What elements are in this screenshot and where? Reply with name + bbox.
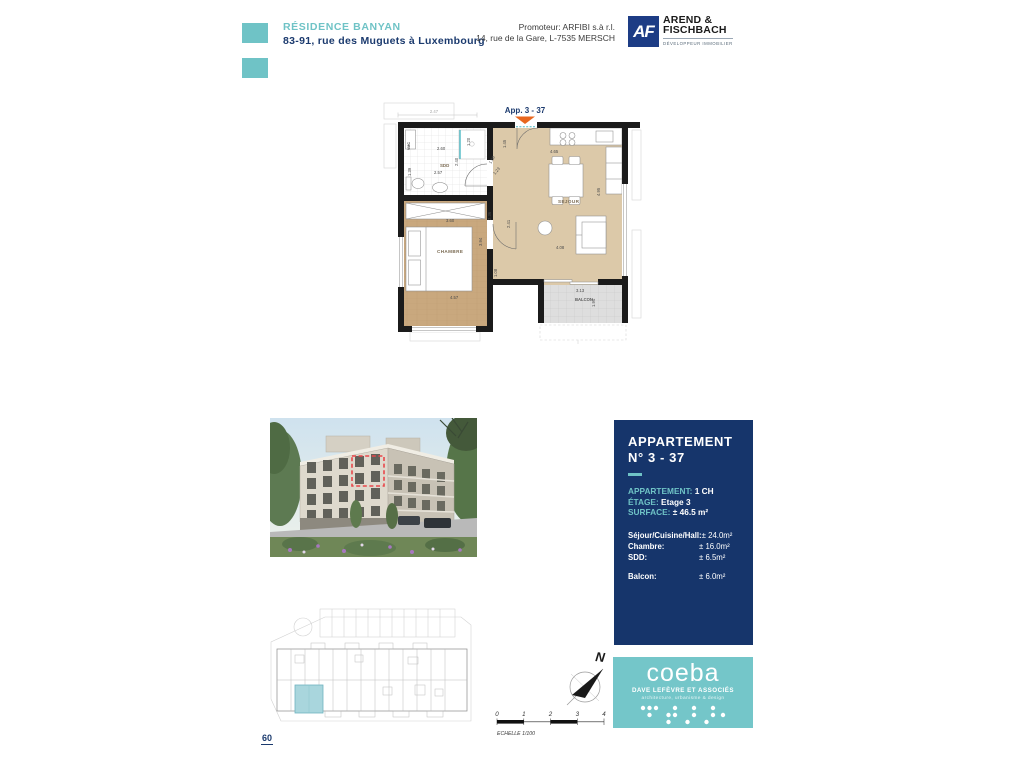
developer-tagline: DÉVELOPPEUR IMMOBILIER	[663, 38, 733, 46]
svg-text:2: 2	[548, 711, 553, 718]
room-label-balcon: BALCON	[575, 297, 593, 302]
svg-text:4.95: 4.95	[596, 187, 601, 196]
field-floor: ÉTAGE: Etage 3	[628, 496, 691, 507]
project-name: RÉSIDENCE BANYAN	[283, 21, 401, 33]
area-row-balcon: Balcon: ± 6.0m²	[628, 571, 726, 581]
header-teal-square-top	[242, 23, 268, 43]
svg-text:1: 1	[522, 711, 526, 718]
scale-bar-drawing	[493, 708, 611, 740]
svg-text:1.94: 1.94	[591, 298, 596, 307]
apartment-info-panel	[614, 420, 753, 645]
svg-text:3: 3	[575, 711, 580, 718]
developer-name-line2: FISCHBACH	[663, 23, 727, 36]
room-label-vmc: VMC	[407, 142, 411, 150]
room-label-sdd: SDD	[440, 163, 450, 168]
svg-text:2.47: 2.47	[429, 109, 439, 114]
panel-accent-dash	[628, 473, 642, 476]
key-plan-drawing	[265, 597, 477, 728]
header-teal-square-bottom	[242, 58, 268, 78]
area-table	[628, 530, 741, 582]
svg-text:1.23: 1.23	[491, 166, 502, 176]
svg-text:3.60: 3.60	[446, 218, 455, 223]
area-row-sejour: Séjour/Cuisine/Hall: ± 24.0m²	[628, 530, 733, 540]
floor-plan-drawing	[382, 100, 642, 345]
svg-text:4.08: 4.08	[556, 245, 565, 250]
unit-label: App. 3 - 37	[504, 106, 546, 115]
area-row-sdd: SDD: ± 6.5m²	[628, 552, 726, 562]
architect-name: coeba	[646, 659, 720, 687]
svg-text:4.65: 4.65	[550, 149, 559, 154]
building-illustration	[270, 418, 477, 557]
scale-label: ECHELLE 1/100	[497, 731, 536, 737]
svg-text:4.57: 4.57	[450, 295, 459, 300]
panel-title-line1: APPARTEMENT	[628, 434, 733, 449]
project-address: 83-91, rue des Muguets à Luxembourg	[283, 35, 485, 47]
svg-text:1.08: 1.08	[493, 268, 498, 277]
floor-key-plan	[265, 597, 477, 728]
building-rendering	[270, 418, 477, 557]
area-row-chambre: Chambre: ± 16.0m²	[628, 541, 730, 551]
room-label-sejour: SEJOUR	[558, 199, 580, 204]
panel-title-line2: N° 3 - 37	[628, 450, 685, 465]
svg-text:1.20: 1.20	[466, 137, 471, 146]
svg-text:2.40: 2.40	[454, 157, 459, 166]
svg-text:2.36: 2.36	[487, 211, 492, 220]
svg-text:2.57: 2.57	[434, 170, 443, 175]
svg-text:3.94: 3.94	[478, 237, 483, 246]
architect-logo	[613, 657, 753, 728]
unit-arrow-icon	[515, 117, 535, 125]
promoter-line1: Promoteur: ARFIBI s.à r.l.	[518, 22, 615, 32]
parking-row	[320, 609, 455, 637]
scale-ticks	[495, 711, 606, 718]
svg-text:2.60: 2.60	[437, 146, 446, 151]
header-title-block	[283, 21, 485, 47]
dim-top	[398, 109, 477, 118]
north-letter: N	[594, 649, 606, 665]
field-surface: SURFACE: ± 46.5 m²	[628, 507, 709, 517]
dots-pattern	[637, 704, 729, 726]
svg-text:0: 0	[495, 711, 499, 718]
room-label-chambre: CHAMBRE	[437, 249, 464, 254]
compass-drawing	[555, 645, 615, 713]
architect-subtitle: DAVE LEFÈVRE ET ASSOCIÉS	[631, 687, 735, 694]
page-number: 60	[262, 733, 273, 743]
scale-bar	[493, 708, 611, 740]
promoter-block	[476, 22, 615, 44]
svg-text:1.08: 1.08	[487, 154, 496, 165]
north-compass	[555, 645, 615, 713]
svg-text:1.39: 1.39	[407, 167, 412, 176]
svg-text:3.13: 3.13	[576, 288, 585, 293]
developer-logo-icon: AF	[628, 16, 659, 47]
architect-tagline: architecture, urbanisme & design	[641, 695, 725, 701]
field-apartment: APPARTEMENT: 1 CH	[628, 486, 714, 496]
developer-name-line1: AREND &	[663, 14, 713, 26]
apartment-floor-plan	[382, 100, 642, 345]
promoter-line2: 14, rue de la Gare, L-7535 MERSCH	[476, 33, 615, 43]
svg-text:2.41: 2.41	[506, 219, 511, 228]
developer-logo	[628, 16, 733, 47]
svg-text:4: 4	[602, 711, 606, 718]
svg-text:1.45: 1.45	[502, 139, 507, 148]
